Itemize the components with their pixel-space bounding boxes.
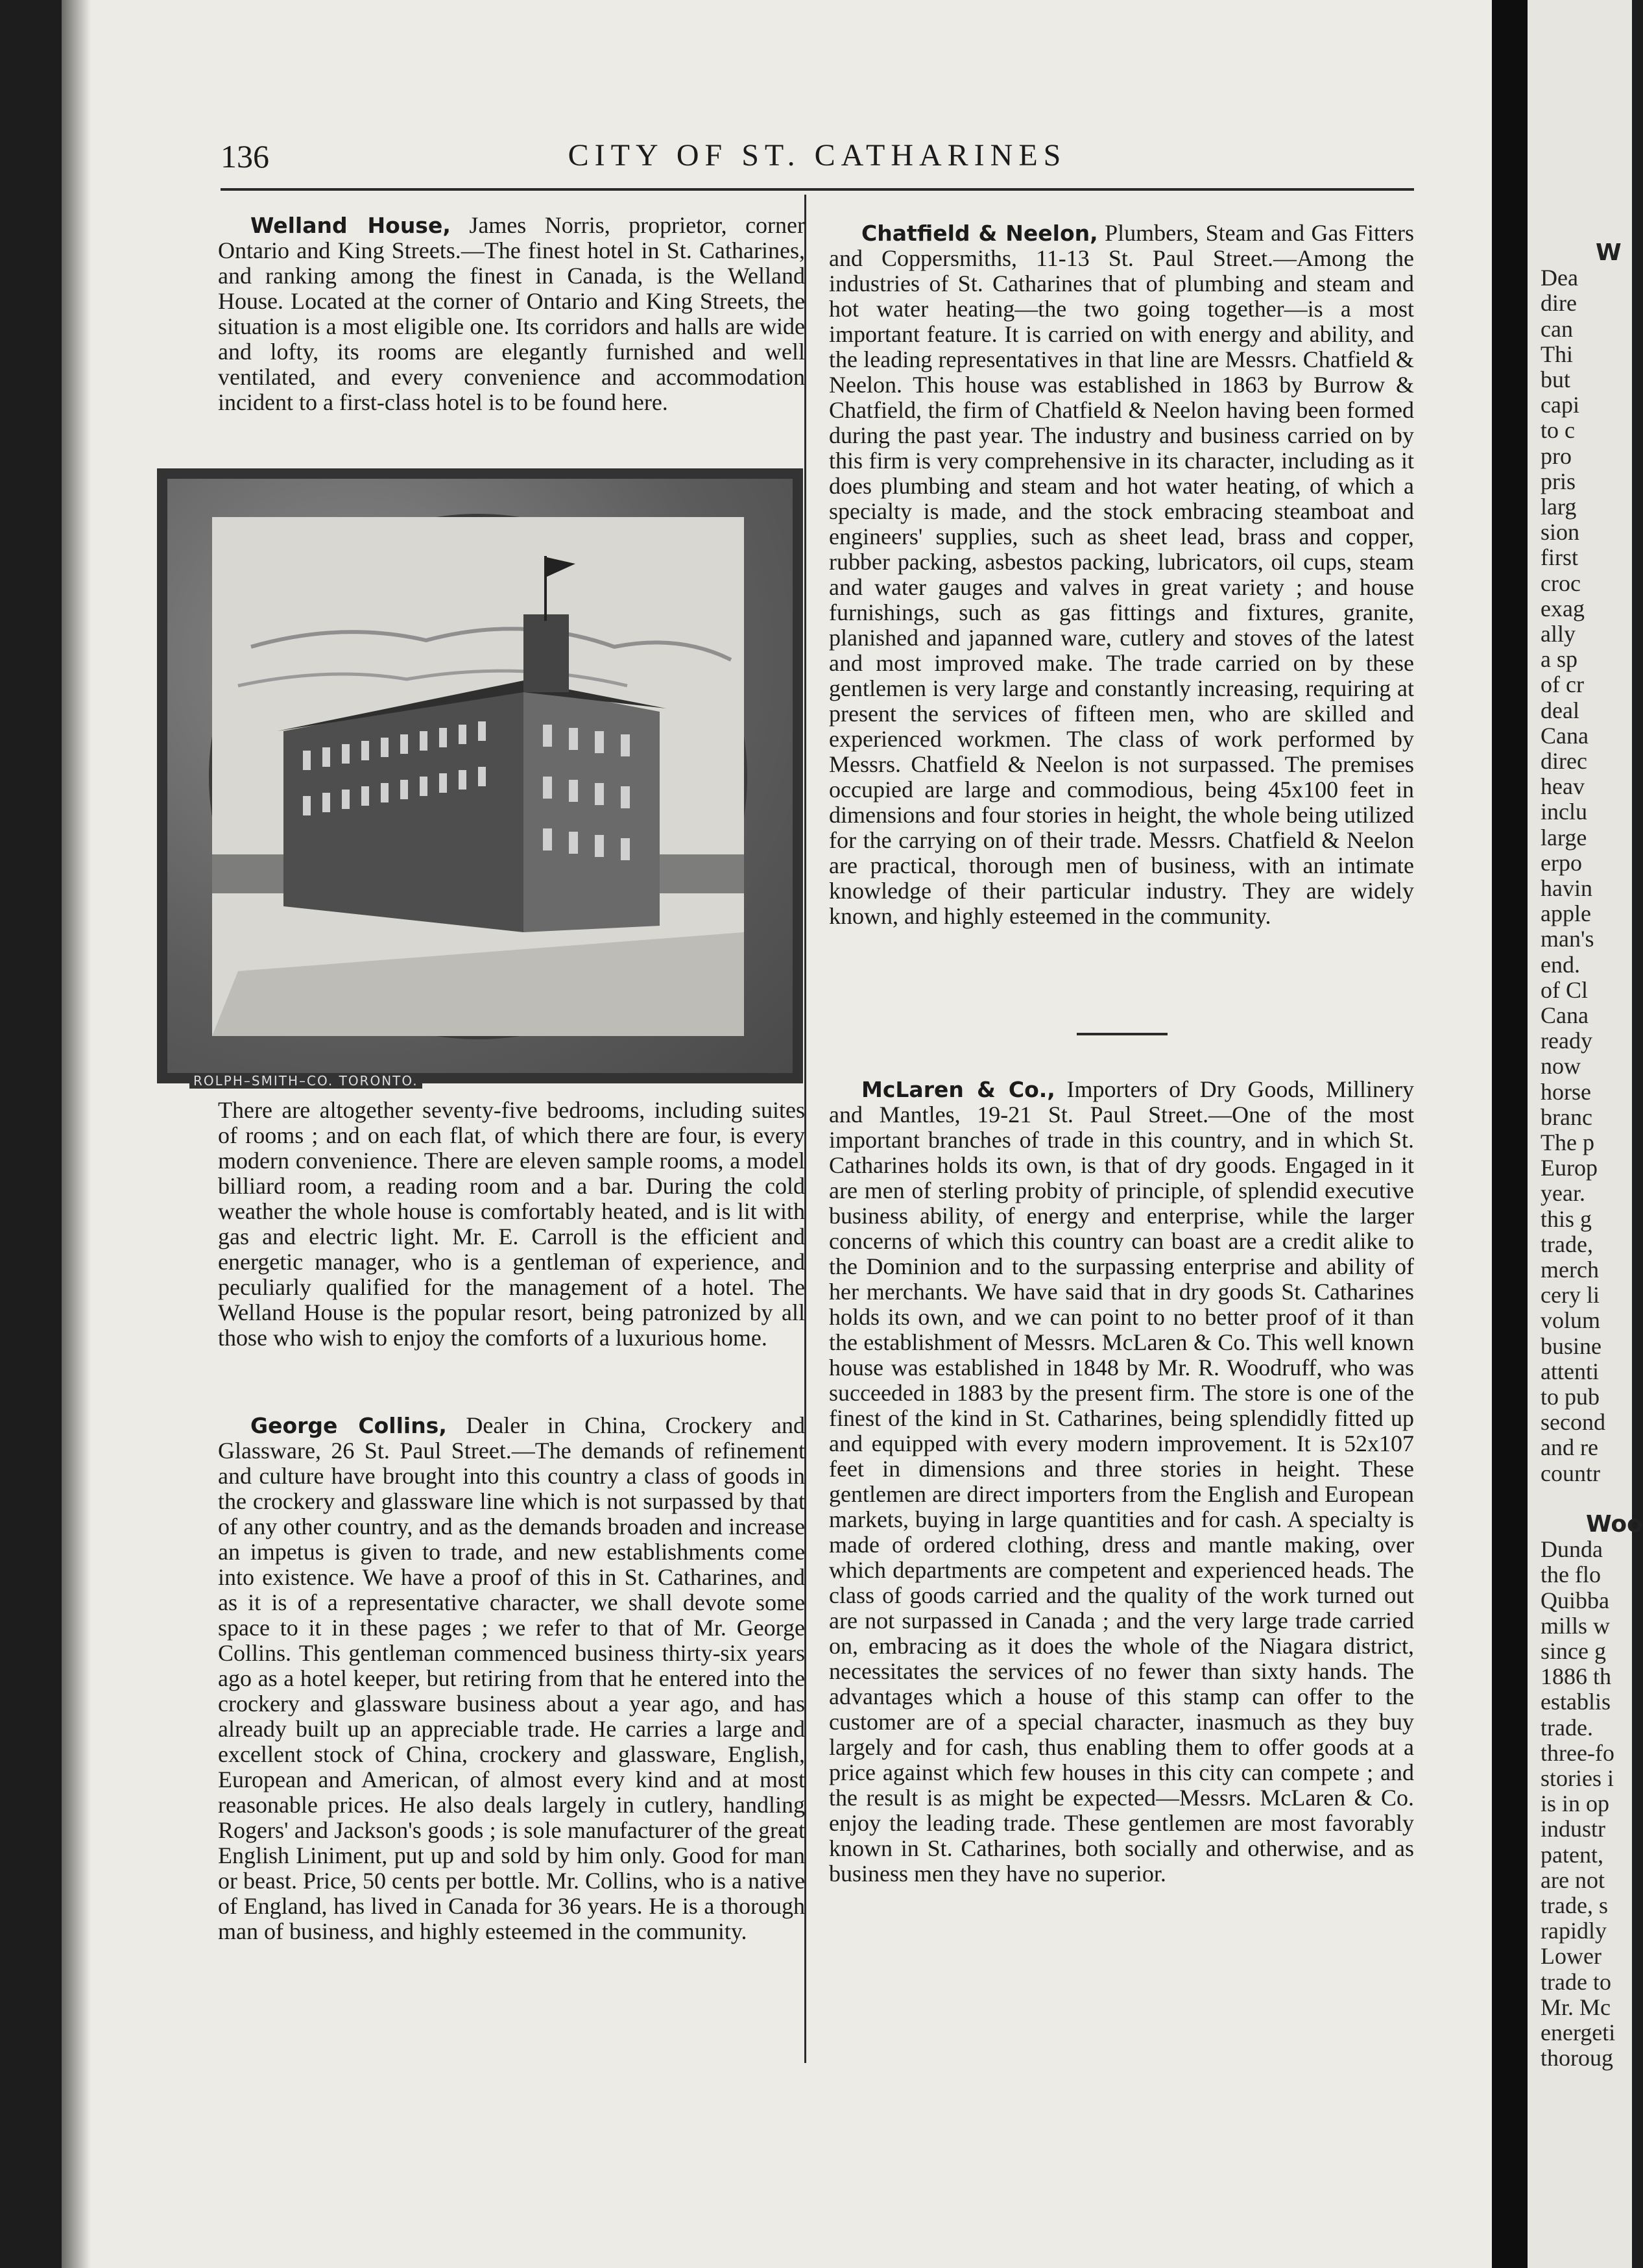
adjacent-page-fragment: deal	[1541, 697, 1579, 723]
adjacent-page-fragment: dire	[1541, 290, 1577, 317]
adjacent-page-fragment: patent,	[1541, 1841, 1603, 1868]
header-rule	[221, 188, 1414, 191]
section-divider	[1077, 1033, 1168, 1035]
adjacent-page-fragment: apple	[1541, 900, 1591, 927]
adjacent-page-fragment: industr	[1541, 1816, 1606, 1842]
adjacent-page-fragment: Dea	[1541, 265, 1578, 291]
adjacent-page-fragment: and re	[1541, 1434, 1598, 1461]
adjacent-page-fragment: volum	[1541, 1307, 1601, 1334]
adjacent-page-fragment: Dunda	[1541, 1536, 1603, 1563]
adjacent-page-fragment: sion	[1541, 519, 1580, 546]
text-welland-house: James Norris, proprietor, corner Ontario and King Streets.—The finest hotel in St. Catharines, and ranking among the finest in Canada, is the Welland House. Located at the corner of Ontario and King Streets, the situation is a most eligible one. Its corridors and halls are wide and lofty, its rooms are elegantly furnished and well ventilated, and every convenience and accommodation incident to a first-class hotel is to be found here.	[218, 212, 806, 415]
adjacent-page-fragment: trade,	[1541, 1231, 1593, 1257]
adjacent-page-fragment: is in op	[1541, 1791, 1610, 1817]
adjacent-page-fragment: erpo	[1541, 849, 1582, 876]
adjacent-page-fragment: to pub	[1541, 1384, 1600, 1410]
article-chatfield-neelon	[829, 221, 1414, 929]
adjacent-page-fragment: The p	[1541, 1129, 1594, 1155]
adjacent-page-fragment: cery li	[1541, 1282, 1600, 1309]
running-head: CITY OF ST. CATHARINES	[568, 138, 1067, 173]
lead-mclaren-co: McLaren & Co.,	[861, 1077, 1055, 1102]
adjacent-page-fragment: Cana	[1541, 722, 1589, 749]
adjacent-page-fragment: of Cl	[1541, 976, 1589, 1003]
adjacent-page-fragment: large	[1541, 824, 1587, 850]
adjacent-page-fragment: thoroug	[1541, 2045, 1613, 2071]
adjacent-page-fragment: attenti	[1541, 1358, 1599, 1384]
adjacent-page-fragment: havin	[1541, 875, 1592, 901]
lead-welland-house: Welland House,	[250, 213, 451, 238]
text-george-collins: Dealer in China, Crockery and Glassware, 26 St. Paul Street.—The demands of refinement and culture have brought into this country a class of goods in the crockery and glassware line which is not surpassed by that of any other country, and as the demands broaden and increase an impetus is given to trade, and new establishments come into existence. We have a proof of this in St. Catharines, and as it is of a representative character, we shall devote some space to it in these pages ; we refer to that of Mr. George Collins. This gentleman commenced business thirty-six years ago as a hotel keeper, but retiring from that he entered into the crockery and glassware business about a year ago, and has already built up an appreciable trade. He carries a large and excellent stock of China, crockery and glassware, English, European and American, of almost every kind and at most reasonable prices. He also deals largely in cutlery, handling Rogers' and Jackson's goods ; is sole manufacturer of the great English Liniment, put up and sold by him only. Good for man or beast. Price, 50 cents per bottle. Mr. Collins, who is a native of England, has lived in Canada for 36 years. He is a thorough man of business, and highly esteemed in the community.	[218, 1412, 806, 1944]
adjacent-page-fragment: energeti	[1541, 2020, 1616, 2045]
adjacent-page-fragment: three-fo	[1541, 1739, 1614, 1766]
adjacent-page-fragment: establis	[1541, 1689, 1611, 1715]
adjacent-page-fragment: pro	[1541, 442, 1572, 469]
adjacent-page-fragment: pris	[1541, 468, 1576, 494]
adjacent-page-fragment: to c	[1541, 417, 1575, 444]
adjacent-page-fragment: Mr. Mc	[1541, 1994, 1611, 2020]
adjacent-page-fragment: of cr	[1541, 671, 1584, 698]
adjacent-page-fragment: since g	[1541, 1638, 1606, 1664]
adjacent-page-fragment: second	[1541, 1409, 1605, 1436]
engraving-caption: ROLPH–SMITH–CO. TORONTO.	[189, 1073, 422, 1089]
adjacent-page-fragment: heav	[1541, 773, 1585, 800]
engraving-vignette	[209, 514, 747, 1039]
adjacent-page-fragment: exag	[1541, 595, 1585, 621]
adjacent-page-fragment: are not	[1541, 1866, 1605, 1893]
adjacent-page-fragment: year.	[1541, 1180, 1585, 1207]
adjacent-page-fragment: can	[1541, 315, 1573, 342]
lead-chatfield-neelon: Chatfield & Neelon,	[861, 221, 1098, 246]
lead-george-collins: George Collins,	[250, 1413, 447, 1438]
article-welland-house-continued	[218, 1098, 805, 1351]
adjacent-page-fragment: a sp	[1541, 646, 1577, 673]
adjacent-page-fragment: branc	[1541, 1104, 1592, 1130]
adjacent-page-fragment: the flo	[1541, 1562, 1601, 1588]
page-gap	[1492, 0, 1528, 2268]
adjacent-page-fragment: busine	[1541, 1333, 1601, 1359]
adjacent-page-fragment: countr	[1541, 1460, 1600, 1486]
adjacent-page-fragment: trade.	[1541, 1714, 1593, 1741]
adjacent-page-fragment: Lower	[1541, 1943, 1601, 1970]
adjacent-page-fragment: Thi	[1541, 341, 1573, 367]
text-mclaren-co: Importers of Dry Goods, Millinery and Mantles, 19-21 St. Paul Street.—One of the most important branches of trade in this country, and in which St. Catharines holds its own, is that of dry goods. Engaged in it are men of sterling probity of principle, of splendid executive business ability, of energy and enterprise, while the larger concerns of which this country can boast are a credit alike to the Dominion and to the surpassing enterprise and ability of her merchants. We have said that in dry goods St. Catharines holds its own, and we can point to no better proof of it than the establishment of Messrs. McLaren & Co. This well known house was established in 1848 by Mr. R. Woodruff, who was succeeded in 1883 by the present firm. The store is one of the finest of the kind in St. Catharines, being splendidly fitted up and equipped with every modern improvement. It is 52x107 feet in dimensions and three stories in height. These gentlemen are direct importers from the English and European markets, buying in large quantities and for cash. A specialty is made of ordered clothing, dress and mantle making, over which departments are competent and experienced heads. The class of goods carried and the quality of the work turned out are not surpassed in Canada ; and the very large trade carried on, embracing as it does the whole of the Niagara district, necessitates the services of no fewer than sixty hands. The advantages which a house of this stamp can offer to the customer are of a special character, inasmuch as they buy largely and for cash, thus enabling them to offer goods at a price against which few houses in this city can compete ; and the result is as might be expected—Messrs. McLaren & Co. enjoy the leading trade. These gentlemen are most favorably known in St. Catharines, both socially and otherwise, and as business men they have no superior.	[829, 1076, 1414, 1887]
adjacent-page-fragment: horse	[1541, 1078, 1591, 1105]
article-mclaren-co	[829, 1077, 1414, 1887]
adjacent-page-fragment: ready	[1541, 1028, 1592, 1054]
adjacent-page-fragment: end.	[1541, 951, 1580, 978]
adjacent-page-fragment: capi	[1541, 392, 1579, 418]
engraving-welland-house	[157, 468, 803, 1089]
gutter-shadow	[62, 0, 91, 2268]
adjacent-page-fragment: first	[1541, 544, 1578, 571]
text-chatfield-neelon: Plumbers, Steam and Gas Fitters and Coppersmiths, 11-13 St. Paul Street.—Among the industries of St. Catharines that of plumbing and steam and hot water heating—the two going together—is a most important feature. It is carried on with energy and ability, and the leading representatives in that line are Messrs. Chatfield & Neelon. This house was established in 1863 by Burrow & Chatfield, the firm of Chatfield & Neelon having been formed during the past year. The industry and business carried on by this firm is very comprehensive in its character, including as it does plumbing and steam and hot water heating, of which a specialty is made, and the stock embracing steamboat and engineers' supplies, such as sheet lead, brass and copper, rubber packing, asbestos packing, lubricators, oil cups, steam and water gauges and valves in great variety ; and house furnishings, such as gas fittings and fixtures, granite, planished and japanned ware, cutlery and stoves of the latest and most improved make. The trade carried on by these gentlemen is very large and constantly increasing, requiring at present the services of fifteen men, who are skilled and experienced workmen. The class of work performed by Messrs. Chatfield & Neelon is not surpassed. The premises occupied are large and commodious, being 45x100 feet in dimensions and four stories in height, the whole being utilized for the carrying on of their trade. Messrs. Chatfield & Neelon are practical, thorough men of business, with an intimate knowledge of their particular industry. They are widely known, and highly esteemed in the community.	[829, 220, 1414, 929]
adjacent-page-fragment: ally	[1541, 621, 1576, 647]
adjacent-page-fragment: Cana	[1541, 1002, 1589, 1028]
adjacent-page-fragment: 1886 th	[1541, 1663, 1612, 1690]
adjacent-page-fragment: man's	[1541, 926, 1594, 952]
adjacent-page-fragment: now	[1541, 1053, 1581, 1080]
adjacent-page-fragment: this g	[1541, 1205, 1592, 1232]
article-welland-house	[218, 213, 805, 415]
adjacent-page-fragment: rapidly	[1541, 1918, 1607, 1944]
adjacent-page-fragment: Woo	[1586, 1511, 1643, 1538]
adjacent-page-fragment: stories i	[1541, 1765, 1614, 1791]
adjacent-page-fragment: larg	[1541, 494, 1577, 520]
page-header	[221, 138, 1414, 176]
adjacent-page-edge	[1528, 0, 1643, 2268]
adjacent-page-fragment: trade to	[1541, 1968, 1611, 1995]
hotel-building-illustration	[212, 517, 744, 1036]
adjacent-page-fragment: trade, s	[1541, 1892, 1608, 1918]
adjacent-page-fragment: merch	[1541, 1257, 1599, 1283]
adjacent-page-fragment: Quibba	[1541, 1587, 1609, 1613]
text-welland-house-continued: There are altogether seventy-five bedrooms, including suites of rooms ; and on each flat, of which there are four, is every modern convenience. There are eleven sample rooms, a model billiard room, a reading room and a bar. During the cold weather the whole house is comfortably heated, and is lit with gas and electric light. Mr. E. Carroll is the efficient and energetic manager, who is a gentleman of experience, and peculiarly qualified for the management of a hotel. The Welland House is the popular resort, being patronized by all those who wish to enjoy the comforts of a luxurious home.	[218, 1097, 805, 1351]
adjacent-page-fragment: but	[1541, 367, 1571, 392]
adjacent-page-fragment: croc	[1541, 570, 1581, 596]
adjacent-page-fragment: direc	[1541, 748, 1587, 774]
page-number: 136	[221, 138, 269, 175]
adjacent-page-fragment: inclu	[1541, 799, 1587, 825]
article-george-collins	[218, 1413, 805, 1944]
adjacent-page-fragment: Europ	[1541, 1155, 1598, 1181]
adjacent-page-fragment: mills w	[1541, 1612, 1611, 1639]
adjacent-page-fragment: W	[1596, 239, 1622, 266]
